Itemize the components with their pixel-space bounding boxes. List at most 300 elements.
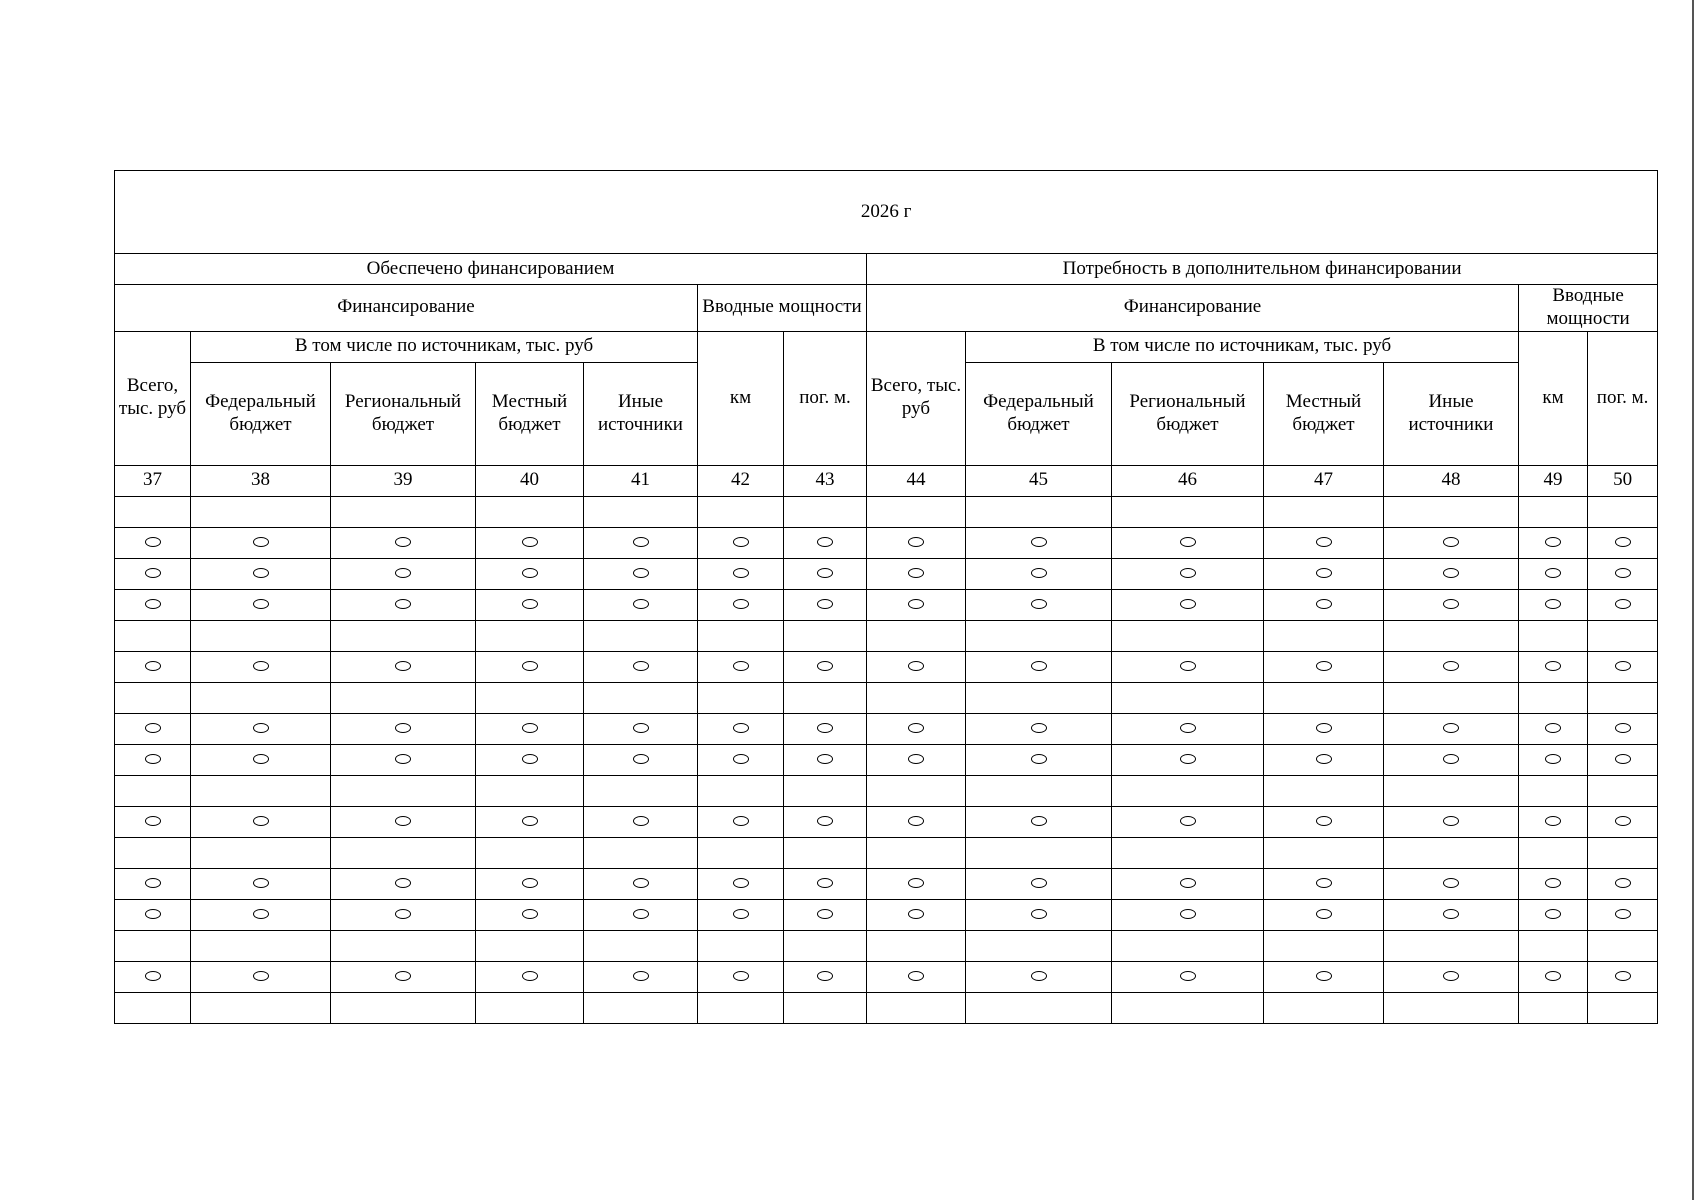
ellipse-icon [1031,754,1047,764]
table-cell [1519,868,1588,899]
table-cell [115,930,191,961]
column-number: 41 [584,465,698,496]
table-cell [476,775,584,806]
ellipse-icon [1180,599,1196,609]
table-row [115,961,1658,992]
table-cell [584,930,698,961]
table-cell [476,930,584,961]
ellipse-icon [395,878,411,888]
table-cell [331,930,476,961]
ellipse-icon [908,568,924,578]
table-cell [698,496,784,527]
table-row [115,837,1658,868]
table-cell [867,930,966,961]
ellipse-icon [817,878,833,888]
table-cell [698,837,784,868]
ellipse-icon [1615,878,1631,888]
table-cell [698,682,784,713]
table-row [115,589,1658,620]
column-number: 39 [331,465,476,496]
ellipse-icon [733,816,749,826]
additional-financing-header: Финансирование [867,285,1519,332]
table-cell [1112,868,1264,899]
ellipse-icon [1316,599,1332,609]
ellipse-icon [1615,909,1631,919]
table-cell [867,651,966,682]
ellipse-icon [522,568,538,578]
table-cell [331,713,476,744]
ellipse-icon [733,599,749,609]
table-cell [584,744,698,775]
table-cell [966,558,1112,589]
table-cell [115,558,191,589]
table-cell [867,961,966,992]
table-cell [867,682,966,713]
ellipse-icon [253,754,269,764]
table-cell [1264,651,1384,682]
table-cell [1112,930,1264,961]
ellipse-icon [1180,661,1196,671]
table-cell [331,899,476,930]
table-cell [784,620,867,651]
table-cell [1112,620,1264,651]
table-row [115,868,1658,899]
table-cell [867,558,966,589]
table-cell [584,589,698,620]
table-cell [1588,589,1658,620]
ellipse-icon [633,878,649,888]
column-number: 44 [867,465,966,496]
additional-km-header: км [1519,331,1588,465]
ellipse-icon [1180,878,1196,888]
table-cell [966,961,1112,992]
table-cell [1588,620,1658,651]
table-cell [1264,899,1384,930]
ellipse-icon [1443,537,1459,547]
ellipse-icon [1615,568,1631,578]
ellipse-icon [145,816,161,826]
ellipse-icon [633,909,649,919]
table-cell [784,899,867,930]
table-row [115,775,1658,806]
ellipse-icon [1615,661,1631,671]
table-cell [331,620,476,651]
table-cell [331,775,476,806]
ellipse-icon [253,599,269,609]
table-cell [1519,558,1588,589]
ellipse-icon [395,537,411,547]
ellipse-icon [1545,878,1561,888]
table-cell [1112,775,1264,806]
funded-pog-header: пог. м. [784,331,867,465]
additional-regional-header: Региональный бюджет [1112,362,1264,465]
ellipse-icon [817,723,833,733]
table-cell [115,868,191,899]
ellipse-icon [253,568,269,578]
table-cell [1112,527,1264,558]
table-cell [584,775,698,806]
column-number: 45 [966,465,1112,496]
funded-federal-header: Федеральный бюджет [191,362,331,465]
additional-other-header: Иные источники [1384,362,1519,465]
ellipse-icon [633,723,649,733]
ellipse-icon [1316,909,1332,919]
ellipse-icon [1443,661,1459,671]
funded-km-header: км [698,331,784,465]
table-cell [698,620,784,651]
table-cell [191,558,331,589]
table-cell [584,806,698,837]
ellipse-icon [145,568,161,578]
table-cell [1588,775,1658,806]
table-cell [1264,806,1384,837]
table-cell [1112,496,1264,527]
table-cell [1519,527,1588,558]
ellipse-icon [733,537,749,547]
ellipse-icon [817,909,833,919]
table-cell [966,930,1112,961]
table-cell [115,837,191,868]
table-cell [784,837,867,868]
page-edge [1692,0,1694,1200]
table-cell [1112,899,1264,930]
table-cell [191,868,331,899]
table-cell [698,992,784,1023]
ellipse-icon [1615,754,1631,764]
ellipse-icon [1615,537,1631,547]
table-cell [1264,682,1384,713]
table-cell [584,713,698,744]
table-cell [1588,806,1658,837]
table-cell [1588,868,1658,899]
table-cell [476,620,584,651]
table-cell [476,496,584,527]
table-row [115,744,1658,775]
table-cell [476,899,584,930]
ellipse-icon [908,723,924,733]
table-cell [1384,930,1519,961]
table-cell [698,744,784,775]
ellipse-icon [1443,568,1459,578]
table-cell [1588,992,1658,1023]
ellipse-icon [1545,568,1561,578]
table-cell [1112,558,1264,589]
table-cell [1112,651,1264,682]
table-cell [1112,589,1264,620]
table-cell [867,868,966,899]
table-row [115,496,1658,527]
table-cell [115,775,191,806]
table-cell [115,806,191,837]
ellipse-icon [633,754,649,764]
table-cell [191,744,331,775]
table-cell [1384,589,1519,620]
ellipse-icon [817,537,833,547]
column-number: 40 [476,465,584,496]
additional-local-header: Местный бюджет [1264,362,1384,465]
table-cell [867,713,966,744]
table-cell [867,899,966,930]
table-cell [966,713,1112,744]
ellipse-icon [145,878,161,888]
table-cell [476,589,584,620]
ellipse-icon [1545,599,1561,609]
table-cell [1519,775,1588,806]
column-number-row [115,465,1658,496]
table-cell [191,527,331,558]
table-cell [1519,930,1588,961]
table-cell [476,682,584,713]
table-row [115,713,1658,744]
table-cell [476,837,584,868]
funded-other-header: Иные источники [584,362,698,465]
table-cell [476,744,584,775]
ellipse-icon [733,909,749,919]
ellipse-icon [817,816,833,826]
table-cell [966,651,1112,682]
column-number: 49 [1519,465,1588,496]
table-cell [1384,961,1519,992]
ellipse-icon [1545,661,1561,671]
table-cell [1264,713,1384,744]
ellipse-icon [395,568,411,578]
table-cell [784,775,867,806]
table-cell [867,992,966,1023]
table-cell [1384,682,1519,713]
table-cell [784,992,867,1023]
ellipse-icon [145,537,161,547]
table-cell [698,961,784,992]
table-cell [966,899,1112,930]
additional-section-header: Потребность в дополнительном финансировании [867,254,1658,285]
year-header: 2026 г [115,171,1658,254]
ellipse-icon [145,971,161,981]
table-cell [584,527,698,558]
table-cell [966,806,1112,837]
table-cell [1264,837,1384,868]
table-cell [331,868,476,899]
table-cell [867,620,966,651]
table-cell [115,682,191,713]
table-cell [784,744,867,775]
table-cell [1588,527,1658,558]
table-cell [698,868,784,899]
table-cell [867,496,966,527]
ellipse-icon [395,599,411,609]
table-row [115,558,1658,589]
table-cell [1384,496,1519,527]
table-cell [1264,496,1384,527]
ellipse-icon [145,723,161,733]
table-cell [115,620,191,651]
financing-table [114,170,1658,1024]
table-cell [1264,775,1384,806]
table-cell [331,744,476,775]
table-cell [867,527,966,558]
table-cell [1519,837,1588,868]
table-cell [191,806,331,837]
additional-pog-header: пог. м. [1588,331,1658,465]
table-cell [1384,806,1519,837]
ellipse-icon [1545,909,1561,919]
ellipse-icon [1316,568,1332,578]
additional-capacity-header: Вводные мощности [1519,285,1658,332]
table-cell [584,558,698,589]
table-row [115,682,1658,713]
ellipse-icon [908,599,924,609]
table-cell [476,961,584,992]
table-cell [784,682,867,713]
ellipse-icon [733,754,749,764]
ellipse-icon [1545,971,1561,981]
ellipse-icon [522,816,538,826]
table-cell [698,775,784,806]
ellipse-icon [145,754,161,764]
column-number: 43 [784,465,867,496]
ellipse-icon [1180,909,1196,919]
table-cell [784,806,867,837]
table-cell [1384,899,1519,930]
ellipse-icon [1316,878,1332,888]
ellipse-icon [395,816,411,826]
table-cell [867,744,966,775]
table-cell [784,651,867,682]
ellipse-icon [522,723,538,733]
ellipse-icon [1615,723,1631,733]
ellipse-icon [145,909,161,919]
ellipse-icon [908,878,924,888]
ellipse-icon [395,723,411,733]
table-cell [191,682,331,713]
ellipse-icon [1545,816,1561,826]
table-cell [1588,899,1658,930]
table-cell [1519,992,1588,1023]
table-cell [191,930,331,961]
ellipse-icon [1031,816,1047,826]
table-cell [331,527,476,558]
table-cell [331,992,476,1023]
table-cell [1519,682,1588,713]
ellipse-icon [817,599,833,609]
table-cell [698,589,784,620]
table-cell [867,589,966,620]
table-cell [1519,744,1588,775]
table-cell [1519,806,1588,837]
table-cell [584,651,698,682]
ellipse-icon [522,537,538,547]
ellipse-icon [633,599,649,609]
table-cell [331,961,476,992]
table-cell [191,992,331,1023]
table-cell [115,744,191,775]
ellipse-icon [1316,971,1332,981]
table-cell [584,620,698,651]
table-cell [476,806,584,837]
ellipse-icon [1316,661,1332,671]
ellipse-icon [522,878,538,888]
table-row [115,930,1658,961]
table-cell [1519,899,1588,930]
table-cell [476,527,584,558]
ellipse-icon [1031,568,1047,578]
table-cell [784,930,867,961]
ellipse-icon [1031,661,1047,671]
ellipse-icon [817,754,833,764]
table-cell [867,806,966,837]
ellipse-icon [733,661,749,671]
table-cell [784,496,867,527]
ellipse-icon [1545,537,1561,547]
ellipse-icon [253,661,269,671]
table-cell [1384,868,1519,899]
ellipse-icon [522,971,538,981]
ellipse-icon [908,754,924,764]
table-cell [966,775,1112,806]
ellipse-icon [1443,816,1459,826]
ellipse-icon [633,537,649,547]
ellipse-icon [1316,816,1332,826]
table-cell [966,992,1112,1023]
ellipse-icon [633,568,649,578]
ellipse-icon [1443,878,1459,888]
table-cell [1264,558,1384,589]
ellipse-icon [145,661,161,671]
ellipse-icon [1615,971,1631,981]
table-cell [1112,806,1264,837]
ellipse-icon [1031,723,1047,733]
ellipse-icon [908,661,924,671]
table-cell [331,682,476,713]
ellipse-icon [733,971,749,981]
table-cell [1384,651,1519,682]
ellipse-icon [1031,971,1047,981]
ellipse-icon [1031,537,1047,547]
ellipse-icon [1443,909,1459,919]
table-cell [966,682,1112,713]
ellipse-icon [1316,537,1332,547]
ellipse-icon [1615,599,1631,609]
funded-section-header: Обеспечено финансированием [115,254,867,285]
table-cell [331,558,476,589]
table-cell [1588,930,1658,961]
column-number: 47 [1264,465,1384,496]
table-cell [966,589,1112,620]
table-cell [115,496,191,527]
ellipse-icon [633,816,649,826]
ellipse-icon [733,568,749,578]
column-number: 42 [698,465,784,496]
table-row [115,527,1658,558]
table-cell [1384,527,1519,558]
ellipse-icon [253,537,269,547]
table-cell [1112,744,1264,775]
table-cell [331,589,476,620]
table-cell [698,713,784,744]
table-cell [867,775,966,806]
additional-sources-header: В том числе по источникам, тыс. руб [966,331,1519,362]
table-cell [1112,713,1264,744]
funded-local-header: Местный бюджет [476,362,584,465]
table-cell [1588,837,1658,868]
table-cell [191,713,331,744]
ellipse-icon [908,816,924,826]
table-cell [1519,961,1588,992]
table-cell [698,527,784,558]
ellipse-icon [1180,971,1196,981]
table-cell [191,961,331,992]
table-cell [115,961,191,992]
table-cell [867,837,966,868]
